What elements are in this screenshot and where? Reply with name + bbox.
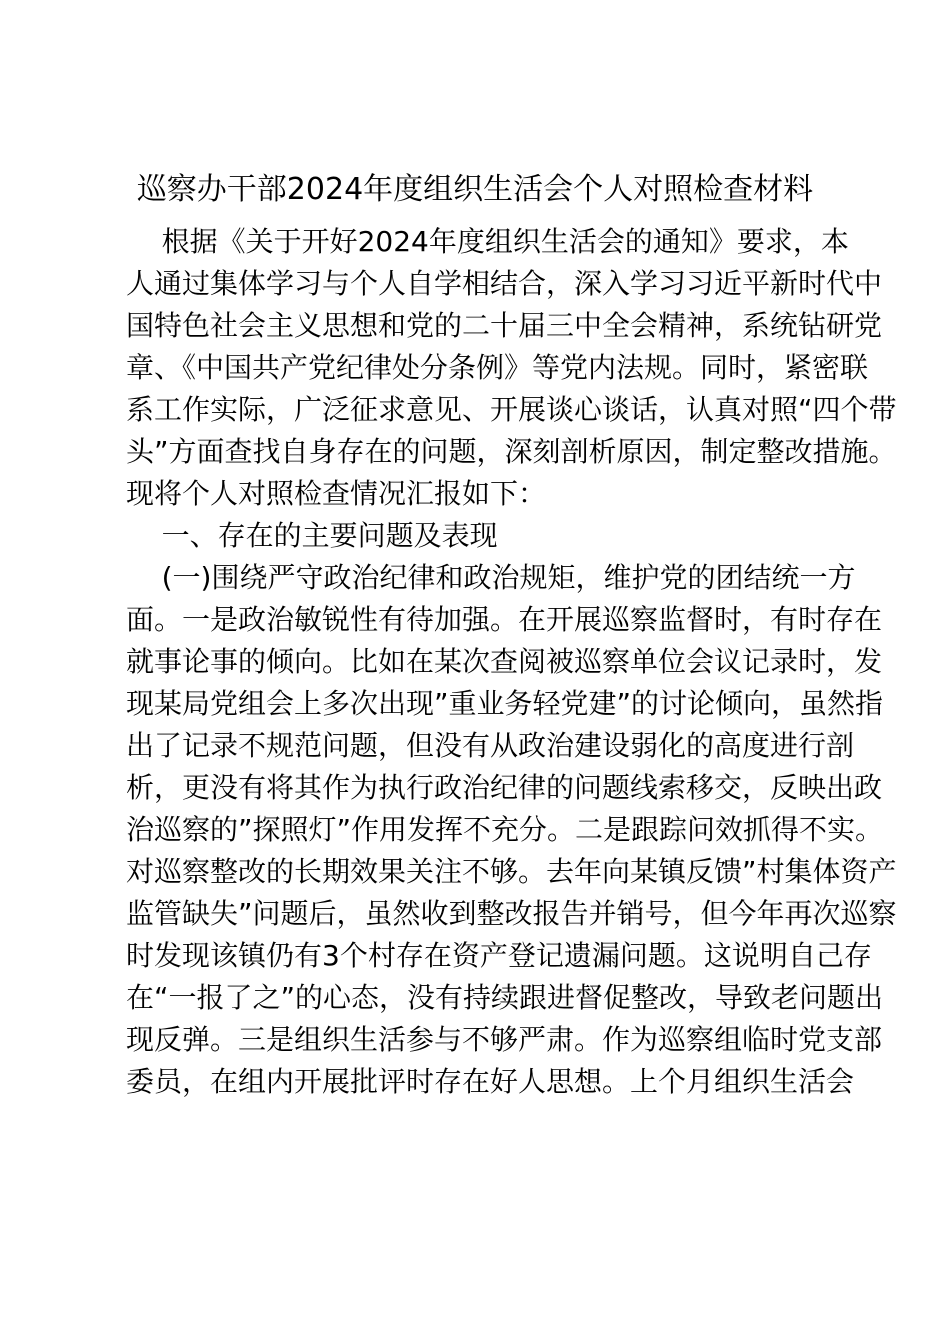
body-line: 现反弹。三是组织生活参与不够严肃。作为巡察组临时党支部 [126, 1023, 883, 1056]
body-line: 出了记录不规范问题，但没有从政治建设弱化的高度进行剖 [126, 729, 855, 762]
body-line: 人通过集体学习与个人自学相结合，深入学习习近平新时代中 [126, 267, 883, 300]
body-line: (一)围绕严守政治纪律和政治规矩，维护党的团结统一方 [126, 561, 856, 594]
body-line: 根据《关于开好2024年度组织生活会的通知》要求，本 [126, 225, 849, 258]
body-line: 治巡察的”探照灯”作用发挥不充分。二是跟踪问效抓得不实。 [126, 813, 884, 846]
body-line: 就事论事的倾向。比如在某次查阅被巡察单位会议记录时，发 [126, 645, 883, 678]
body-line: 时发现该镇仍有3个村存在资产登记遗漏问题。这说明自己存 [126, 939, 872, 972]
body-line: 在“一报了之”的心态，没有持续跟进督促整改，导致老问题出 [126, 981, 884, 1014]
body-line: 对巡察整改的长期效果关注不够。去年向某镇反馈”村集体资产 [126, 855, 897, 888]
body-line: 国特色社会主义思想和党的二十届三中全会精神，系统钻研党 [126, 309, 883, 342]
section-heading: 一、存在的主要问题及表现 [126, 519, 498, 552]
body-line: 章、《中国共产党纪律处分条例》等党内法规。同时，紧密联 [126, 351, 869, 384]
body-line: 委员，在组内开展批评时存在好人思想。上个月组织生活会 [126, 1065, 855, 1098]
document-title: 巡察办干部2024年度组织生活会个人对照检查材料 [136, 172, 814, 207]
body-line: 监管缺失”问题后，虽然收到整改报告并销号，但今年再次巡察 [126, 897, 897, 930]
body-line: 析，更没有将其作为执行政治纪律的问题线索移交，反映出政 [126, 771, 883, 804]
body-line: 面。一是政治敏锐性有待加强。在开展巡察监督时，有时存在 [126, 603, 883, 636]
body-line: 现某局党组会上多次出现”重业务轻党建”的讨论倾向，虽然指 [126, 687, 884, 720]
body-line: 系工作实际，广泛征求意见、开展谈心谈话，认真对照“四个带 [126, 393, 897, 426]
body-line: 头”方面查找自身存在的问题，深刻剖析原因，制定整改措施。 [126, 435, 897, 468]
body-line: 现将个人对照检查情况汇报如下： [126, 477, 547, 510]
